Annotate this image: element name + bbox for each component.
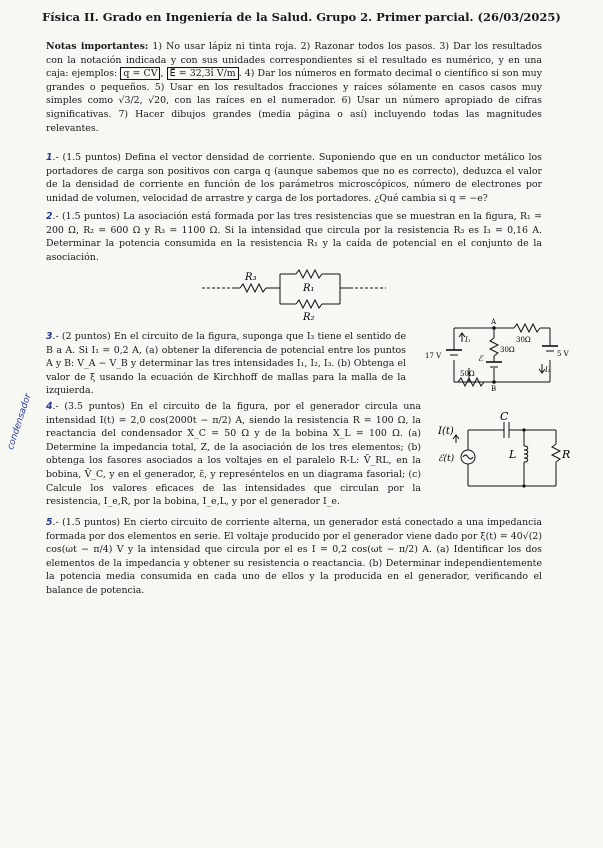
problem-1-text: .- (1.5 puntos) Defina el vector densidad de corriente. Suponiendo que en un conductor metálico los portadores de carga son positivos con carga q (aunque sabemos que no es correcto), deduzca el valor de la densidad de corriente en función de los parámetros microscópicos, número de electrones por unidad de volumen, velocidad de arrastre y carga de los portadores. ¿Qué cambia si q = −e?	[46, 152, 542, 204]
problem-1	[46, 151, 542, 205]
problem-3-number: 3	[46, 331, 53, 342]
example-box-2: E⃗ = 32,3î V/m	[167, 67, 239, 80]
fig3-node-a: A	[491, 318, 497, 326]
figure-2-resistor-network	[200, 266, 390, 322]
fig2-label-r1: R₁	[303, 283, 315, 294]
fig4-label-r: R	[562, 448, 571, 461]
problem-2-number: 2	[46, 211, 53, 222]
problem-4-number: 4	[46, 401, 53, 412]
example-box-1: q = CV	[120, 67, 160, 80]
handwritten-side-note: condensador	[6, 392, 34, 452]
fig2-label-r3: R₃	[245, 272, 257, 283]
fig2-label-r2: R₂	[303, 312, 315, 322]
problem-5	[46, 516, 542, 598]
figure-4-ac-circuit	[438, 412, 578, 496]
problem-1-number: 1	[46, 152, 53, 163]
problem-5-text: .- (1.5 puntos) En cierto circuito de corriente alterna, un generador está conectado a una impedancia formada por dos elementos en serie. El voltaje producido por el generador viene dado por ξ(t) = 40√(2) cos(ωt − π/4) V y la intensidad que circula por el es I = 0,2 cos(ωt − π/2) A. (a) Identificar los dos elementos de la impedancia y obtener su resistencia o reactancia. (b) Determinar independientemente la potencia media consumida en cada uno de ellos y la producida en el generador, verificando el balance de potencia.	[46, 517, 542, 596]
problem-2-text: .- (1.5 puntos) La asociación está formada por las tres resistencias que se muestran en la figura, R₁ = 200 Ω, R₂ = 600 Ω y R₃ = 1100 Ω. Si la intensidad que circula por la resistencia R₃ es I₃ = 0,16 A. Determinar la potencia consumida en la resistencia R₁ y la caída de potencial en el conjunto de la asociación.	[46, 211, 542, 263]
fig3-label-17v: 17 V	[425, 352, 442, 360]
fig4-label-l: L	[509, 448, 517, 461]
fig3-label-30-mid: 30Ω	[500, 346, 515, 354]
fig3-label-i1: I₁	[465, 336, 471, 344]
notes-section: Notas importantes: 1) No usar lápiz ni tinta roja. 2) Razonar todos los pasos. 3) Dar los resultados con la notación indicada y con sus unidades correspondientes si el resultado es numérico, y en una caja: ejemplos: q = CV , E⃗ = 32,3î V/m . 4) Dar los números en formato decimal o científico si son muy grandes o pequeños. 5) Usar en los resultados fracciones y raíces sólamente en casos casos muy simples como √3/2, √20, con las raíces en el numerador. 6) Usar un número apropiado de cifras significativas. 7) Hacer dibujos grandes (media página o así) incluyendo todas las magnitudes relevantes.	[46, 41, 542, 134]
fig3-label-emf: ℰ	[478, 354, 483, 363]
page-title: Física II. Grado en Ingeniería de la Salud. Grupo 2. Primer parcial. (26/03/2025)	[42, 10, 561, 24]
fig3-label-i2: I₂	[545, 366, 551, 374]
problem-4-text: .- (3.5 puntos) En el circuito de la figura, por el generador circula una intensidad I(t) = 2,0 cos(2000t − π/2) A, siendo la resistencia R = 100 Ω, la reactancia del condensador X_C = 50 Ω y de la bobina X_L = 100 Ω. (a) Determine la impedancia total, Z, de la asociación de los tres elementos; (b) obtenga los fasores asociados a los voltajes en el paralelo R-L: V̄_RL, en la bobina, V̄_C, y en el generador, ε̄, y represéntelos en un diagrama fasorial; (c) Calcule los valores eficaces de las intensidades que circulan por la resistencia, I_e,R, por la bobina, I_e,L, y por el generador I_e.	[46, 401, 421, 508]
fig3-label-5v: 5 V	[557, 350, 569, 358]
fig4-label-c: C	[500, 412, 509, 423]
problem-2	[46, 210, 542, 264]
notes-text-2: . 4) Dar los números en formato decimal o científico si son muy grandes o pequeños. 5) Usar en los resultados fracciones y raíces sólamente en casos casos muy simples como √3/2, √20, con las raíces en el numerador. 6) Usar un número apropiado de cifras significativas. 7) Hacer dibujos grandes (media página o así) incluyendo todas las magnitudes relevantes.	[46, 68, 542, 134]
problem-3	[46, 330, 406, 398]
notes-label: Notas importantes:	[46, 41, 149, 52]
problem-4	[46, 400, 421, 509]
notes-text-1: 1) No usar lápiz ni tinta roja. 2) Razonar todos los pasos. 3) Dar los resultados con la notación indicada y con sus unidades correspondientes si el resultado es numérico, y en una caja: ejemplos:	[46, 41, 542, 80]
fig3-node-b: B	[491, 385, 497, 392]
figure-3-dc-circuit	[424, 316, 574, 392]
fig3-label-50: 50Ω	[460, 370, 475, 378]
problem-5-number: 5	[46, 517, 53, 528]
fig4-label-current: I(t)	[438, 426, 454, 437]
fig3-label-30-top: 30Ω	[516, 336, 531, 344]
problem-3-text: .- (2 puntos) En el circuito de la figura, suponga que I₃ tiene el sentido de B a A. Si I₁ = 0,2 A, (a) obtener la diferencia de potencial entre los puntos A y B: V_A − V_B y determinar las tres intensidades I₁, I₂, I₃. (b) Obtenga el valor de ξ usando la ecuación de Kirchhoff de mallas para la malla de la izquierda.	[46, 331, 406, 397]
fig4-label-emf: ℰ(t)	[438, 454, 455, 464]
